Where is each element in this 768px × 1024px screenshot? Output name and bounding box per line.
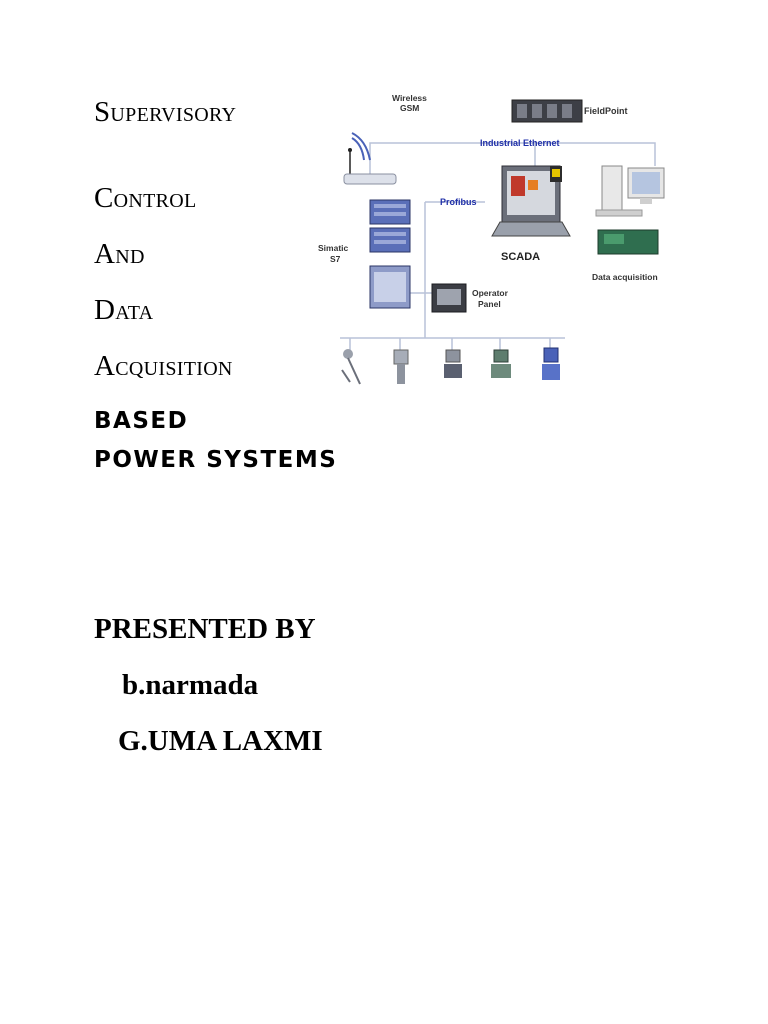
title-line-acquisition: Acquisition [94,350,233,382]
field-instrument-3 [444,350,462,378]
wireless-gsm-modem [344,133,396,184]
title-line-and: And [94,238,145,270]
label-operator: Operator [472,288,508,298]
presented-by-label: PRESENTED BY [94,613,316,645]
field-instrument-5 [542,348,560,380]
presenter-name-1: b.narmada [122,669,259,701]
label-industrial-ethernet: Industrial Ethernet [480,138,560,148]
label-data-acquisition: Data acquisition [592,272,658,282]
label-panel: Panel [478,299,501,309]
scada-laptop [492,166,570,236]
field-instrument-2 [394,350,408,384]
scada-network-diagram [300,88,672,396]
subtitle-based: BASED [94,408,189,434]
label-wireless: Wireless [392,93,427,103]
label-s7: S7 [330,254,341,264]
label-simatic: Simatic [318,243,349,253]
title-line-control: Control [94,182,197,214]
operator-panel [432,284,466,312]
title-text: Supervisory [94,96,237,128]
field-instrument-4 [491,350,511,378]
simatic-s7-plc [370,200,410,308]
field-instrument-1 [342,349,360,384]
label-profibus: Profibus [440,197,477,207]
title-line-supervisory [94,95,289,129]
presenter-name-2: G.UMA LAXMI [118,725,323,757]
label-gsm: GSM [400,103,420,113]
subtitle-power-systems: POWER SYSTEMS [94,447,338,473]
title-line-data: Data [94,294,154,326]
label-fieldpoint: FieldPoint [584,106,628,116]
label-scada: SCADA [501,251,541,263]
data-acquisition-pc [596,166,664,254]
fieldpoint-device [512,100,582,122]
